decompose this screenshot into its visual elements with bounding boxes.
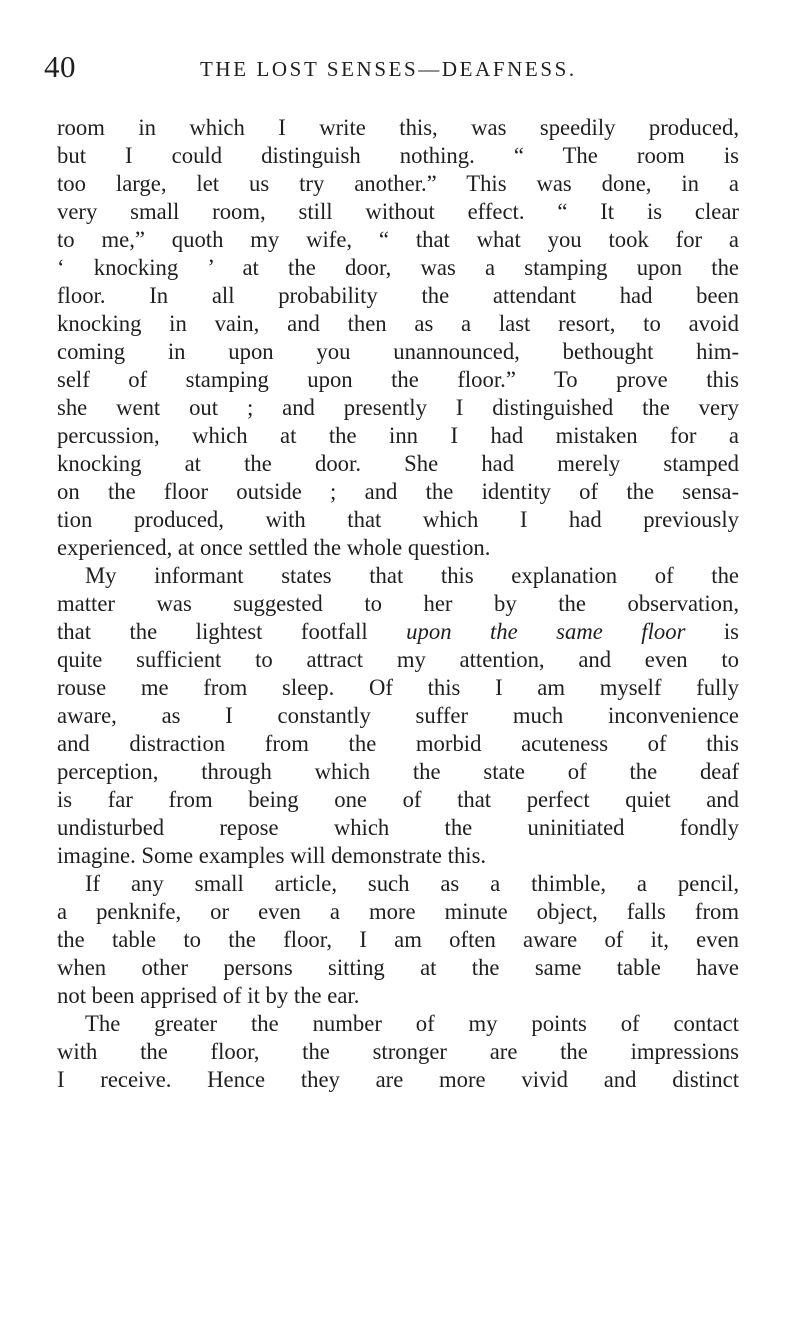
paragraph-start-line: My informant states that this explanation of the <box>85 563 739 588</box>
text-line: with the floor, the stronger are the impressions <box>57 1039 739 1064</box>
running-title: THE LOST SENSES—DEAFNESS. <box>200 57 577 81</box>
text-line: rouse me from sleep. Of this I am myself fully <box>57 675 739 700</box>
text-line: is far from being one of that perfect quiet and <box>57 787 739 812</box>
paragraph-start-line: If any small article, such as a thimble, a pencil, <box>85 871 739 896</box>
text-line: when other persons sitting at the same table have <box>57 955 739 980</box>
text-line: knocking at the door. She had merely stamped <box>57 451 739 476</box>
text-line: undisturbed repose which the uninitiated fondly <box>57 815 739 840</box>
text-line: I receive. Hence they are more vivid and distinct <box>57 1067 739 1092</box>
text-line: aware, as I constantly suffer much inconvenience <box>57 703 739 728</box>
text-line: to me,” quoth my wife, “ that what you took for a <box>57 227 739 252</box>
text-line: imagine. Some examples will demonstrate this. <box>57 843 487 868</box>
text-line: ‘ knocking ’ at the door, was a stamping upon the <box>57 255 739 280</box>
text-line: percussion, which at the inn I had mistaken for a <box>57 423 739 448</box>
text-line: the table to the floor, I am often aware of it, even <box>57 927 739 952</box>
page-header <box>44 50 756 84</box>
text-line: but I could distinguish nothing. “ The room is <box>57 143 739 168</box>
text-line-with-italic <box>57 618 739 646</box>
text-line: and distraction from the morbid acuteness of this <box>57 731 739 756</box>
text-line: on the floor outside ; and the identity of the sensa- <box>57 479 739 504</box>
text-run: that the lightest footfall <box>57 619 407 644</box>
text-line: room in which I write this, was speedily produced, <box>57 115 739 140</box>
text-line: self of stamping upon the floor.” To prove this <box>57 367 739 392</box>
paragraph-start-line: The greater the number of my points of contact <box>85 1011 739 1036</box>
body-text <box>57 114 739 1094</box>
text-line: floor. In all probability the attendant had been <box>57 283 739 308</box>
text-line: matter was suggested to her by the observation, <box>57 591 739 616</box>
text-line: a penknife, or even a more minute object, falls from <box>57 899 739 924</box>
text-line: not been apprised of it by the ear. <box>57 983 360 1008</box>
text-line: coming in upon you unannounced, bethought him- <box>57 339 739 364</box>
text-line: very small room, still without effect. “ It is clear <box>57 199 739 224</box>
text-line: perception, through which the state of the deaf <box>57 759 739 784</box>
text-line: quite sufficient to attract my attention, and even to <box>57 647 739 672</box>
text-line: knocking in vain, and then as a last resort, to avoid <box>57 311 739 336</box>
text-line: experienced, at once settled the whole question. <box>57 535 491 560</box>
text-line: too large, let us try another.” This was done, in a <box>57 171 739 196</box>
page-number: 40 <box>44 49 76 84</box>
text-line: she went out ; and presently I distinguished the very <box>57 395 739 420</box>
italic-phrase: upon the same floor <box>406 619 686 644</box>
text-line: tion produced, with that which I had previously <box>57 507 739 532</box>
text-run: is <box>685 619 739 644</box>
